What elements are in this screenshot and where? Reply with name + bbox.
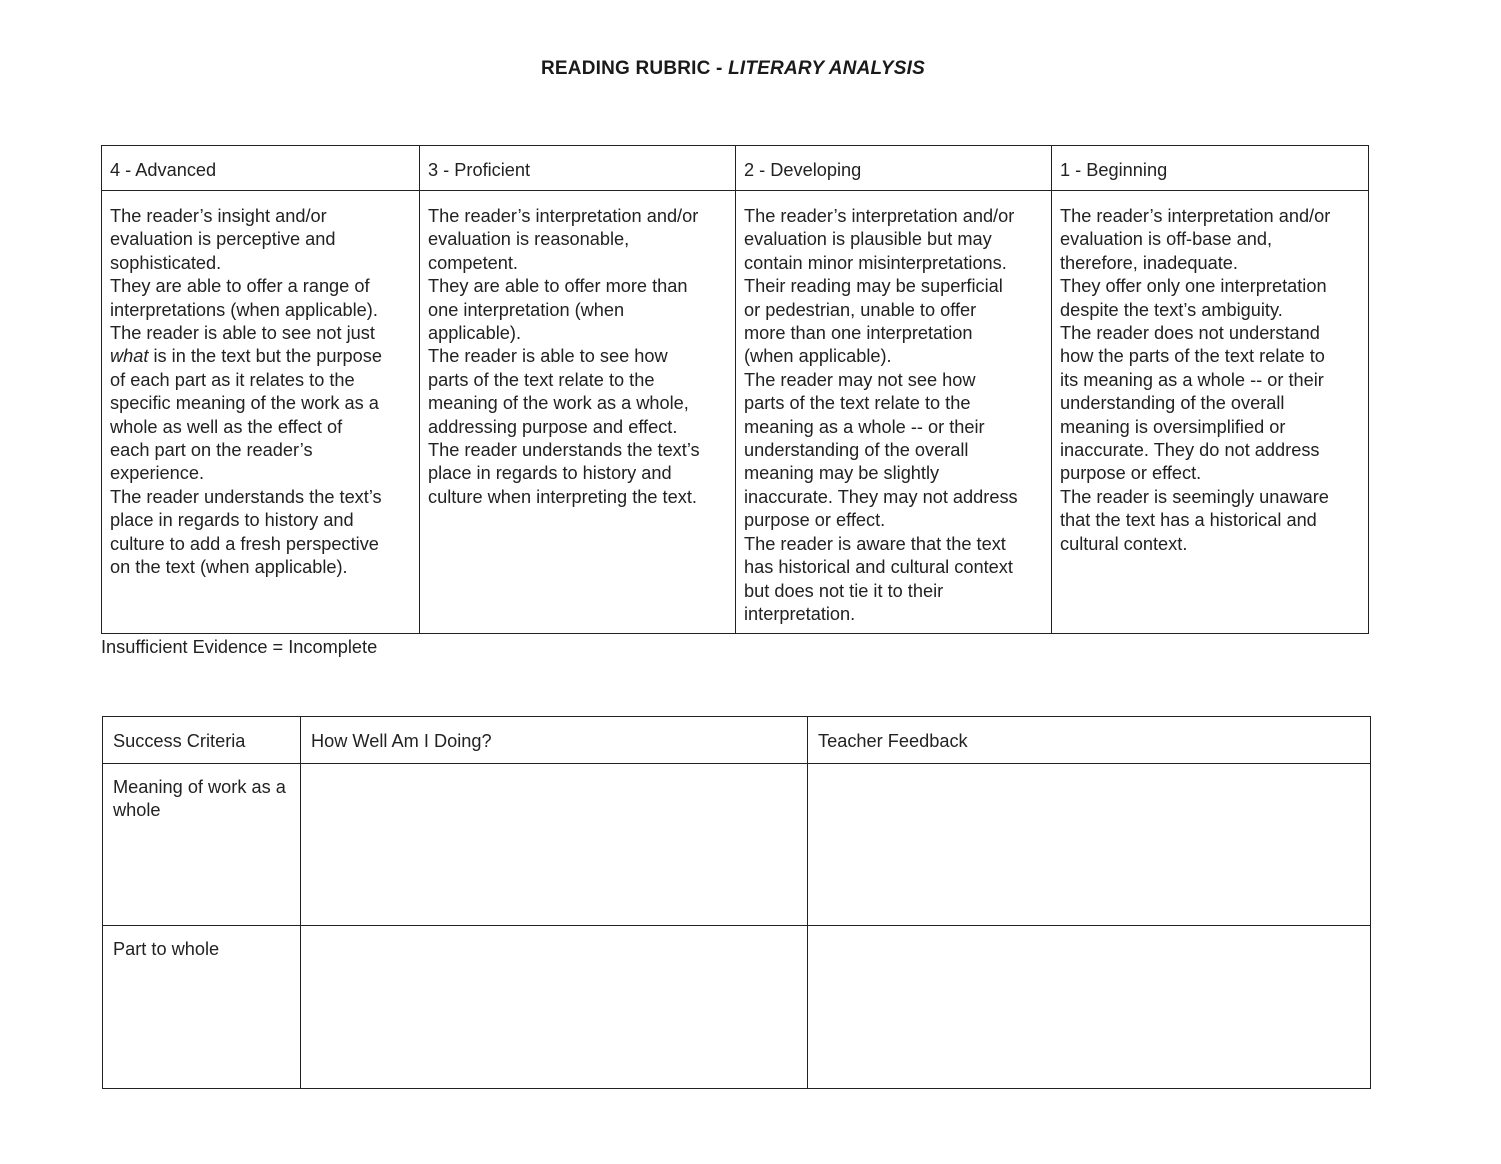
rubric-header-advanced: 4 - Advanced (102, 146, 420, 191)
description-line: The reader understands the text’s (110, 486, 382, 507)
description-line: its meaning as a whole -- or their (1060, 369, 1324, 390)
rubric-description-row (102, 191, 1369, 634)
description-line: culture when interpreting the text. (428, 486, 697, 507)
description-line: purpose or effect. (1060, 463, 1202, 484)
criteria-row (103, 764, 1371, 926)
description-line-rest: is in the text but the purpose (148, 346, 382, 367)
title-italic: LITERARY ANALYSIS (728, 58, 926, 79)
criteria-header-teacher-feedback: Teacher Feedback (808, 717, 1371, 764)
description-line: of each part as it relates to the (110, 369, 355, 390)
description-line: contain minor misinterpretations. (744, 252, 1007, 273)
description-line: place in regards to history and (110, 510, 354, 531)
description-line: They are able to offer a range of (110, 276, 370, 297)
description-line: therefore, inadequate. (1060, 252, 1238, 273)
description-line: inaccurate. They may not address (744, 486, 1018, 507)
description-line: despite the text’s ambiguity. (1060, 299, 1283, 320)
description-line: evaluation is perceptive and (110, 229, 336, 250)
description-line: The reader does not understand (1060, 323, 1320, 344)
description-line: meaning may be slightly (744, 463, 940, 484)
description-line: inaccurate. They do not address (1060, 440, 1320, 461)
description-line: The reader is seemingly unaware (1060, 486, 1329, 507)
description-line: meaning is oversimplified or (1060, 416, 1286, 437)
description-line: interpretations (when applicable). (110, 299, 378, 320)
description-line: competent. (428, 252, 518, 273)
criteria-label: Part to whole (103, 926, 301, 1089)
description-line: experience. (110, 463, 205, 484)
description-line: specific meaning of the work as a (110, 393, 379, 414)
teacher-feedback-cell[interactable] (808, 926, 1371, 1089)
description-line: interpretation. (744, 603, 856, 624)
rubric-description-beginning (1052, 191, 1369, 634)
rubric-description-advanced (102, 191, 420, 634)
self-assessment-cell[interactable] (301, 926, 808, 1089)
description-line: each part on the reader’s (110, 440, 313, 461)
description-line: culture to add a fresh perspective (110, 533, 379, 554)
description-line: understanding of the overall (1060, 393, 1285, 414)
description-line: cultural context. (1060, 533, 1188, 554)
description-line: The reader is able to see not just (110, 323, 375, 344)
criteria-header-self-assessment: How Well Am I Doing? (301, 717, 808, 764)
criteria-label: Meaning of work as a whole (103, 764, 301, 926)
description-line: sophisticated. (110, 252, 222, 273)
description-line: (when applicable). (744, 346, 892, 367)
page-title (0, 58, 1466, 80)
title-main: READING RUBRIC - (540, 58, 729, 79)
description-line: The reader understands the text’s (428, 440, 700, 461)
description-line: meaning of the work as a whole, (428, 393, 689, 414)
emphasis-what: what (110, 346, 149, 367)
rubric-description-developing (736, 191, 1052, 634)
description-line: evaluation is plausible but may (744, 229, 992, 250)
rubric-header-developing: 2 - Developing (736, 146, 1052, 191)
description-line: The reader may not see how (744, 369, 976, 390)
description-line: parts of the text relate to the (744, 393, 971, 414)
success-criteria-table (102, 716, 1371, 1089)
description-line: understanding of the overall (744, 440, 969, 461)
criteria-header-row (103, 717, 1371, 764)
description-line: evaluation is reasonable, (428, 229, 630, 250)
rubric-description-proficient (420, 191, 736, 634)
rubric-header-proficient: 3 - Proficient (420, 146, 736, 191)
teacher-feedback-cell[interactable] (808, 764, 1371, 926)
description-line: more than one interpretation (744, 323, 973, 344)
description-line: meaning as a whole -- or their (744, 416, 985, 437)
description-line: The reader is able to see how (428, 346, 668, 367)
description-line: The reader’s interpretation and/or (428, 206, 699, 226)
description-line: evaluation is off-base and, (1060, 229, 1272, 250)
description-line: how the parts of the text relate to (1060, 346, 1325, 367)
description-line: The reader’s insight and/or (110, 206, 327, 226)
rubric-header-row (102, 146, 1369, 191)
description-line: but does not tie it to their (744, 580, 944, 601)
description-line: or pedestrian, unable to offer (744, 299, 977, 320)
description-line: parts of the text relate to the (428, 369, 655, 390)
rubric-header-beginning: 1 - Beginning (1052, 146, 1369, 191)
insufficient-evidence-note: Insufficient Evidence = Incomplete (101, 637, 378, 657)
description-line: addressing purpose and effect. (428, 416, 678, 437)
description-line: applicable). (428, 323, 522, 344)
description-line-emphasis (110, 345, 411, 368)
description-line: Their reading may be superficial (744, 276, 1003, 297)
description-line: The reader’s interpretation and/or (1060, 206, 1331, 226)
rubric-table (101, 145, 1369, 634)
description-line: that the text has a historical and (1060, 510, 1317, 531)
criteria-row (103, 926, 1371, 1089)
description-line: The reader is aware that the text (744, 533, 1006, 554)
description-line: The reader’s interpretation and/or (744, 206, 1015, 226)
description-line: purpose or effect. (744, 510, 886, 531)
description-line: They are able to offer more than (428, 276, 688, 297)
description-line: has historical and cultural context (744, 557, 1013, 578)
description-line: one interpretation (when (428, 299, 625, 320)
criteria-header-success: Success Criteria (103, 717, 301, 764)
description-line: They offer only one interpretation (1060, 276, 1327, 297)
self-assessment-cell[interactable] (301, 764, 808, 926)
description-line: on the text (when applicable). (110, 557, 348, 578)
description-line: place in regards to history and (428, 463, 672, 484)
description-line: whole as well as the effect of (110, 416, 343, 437)
